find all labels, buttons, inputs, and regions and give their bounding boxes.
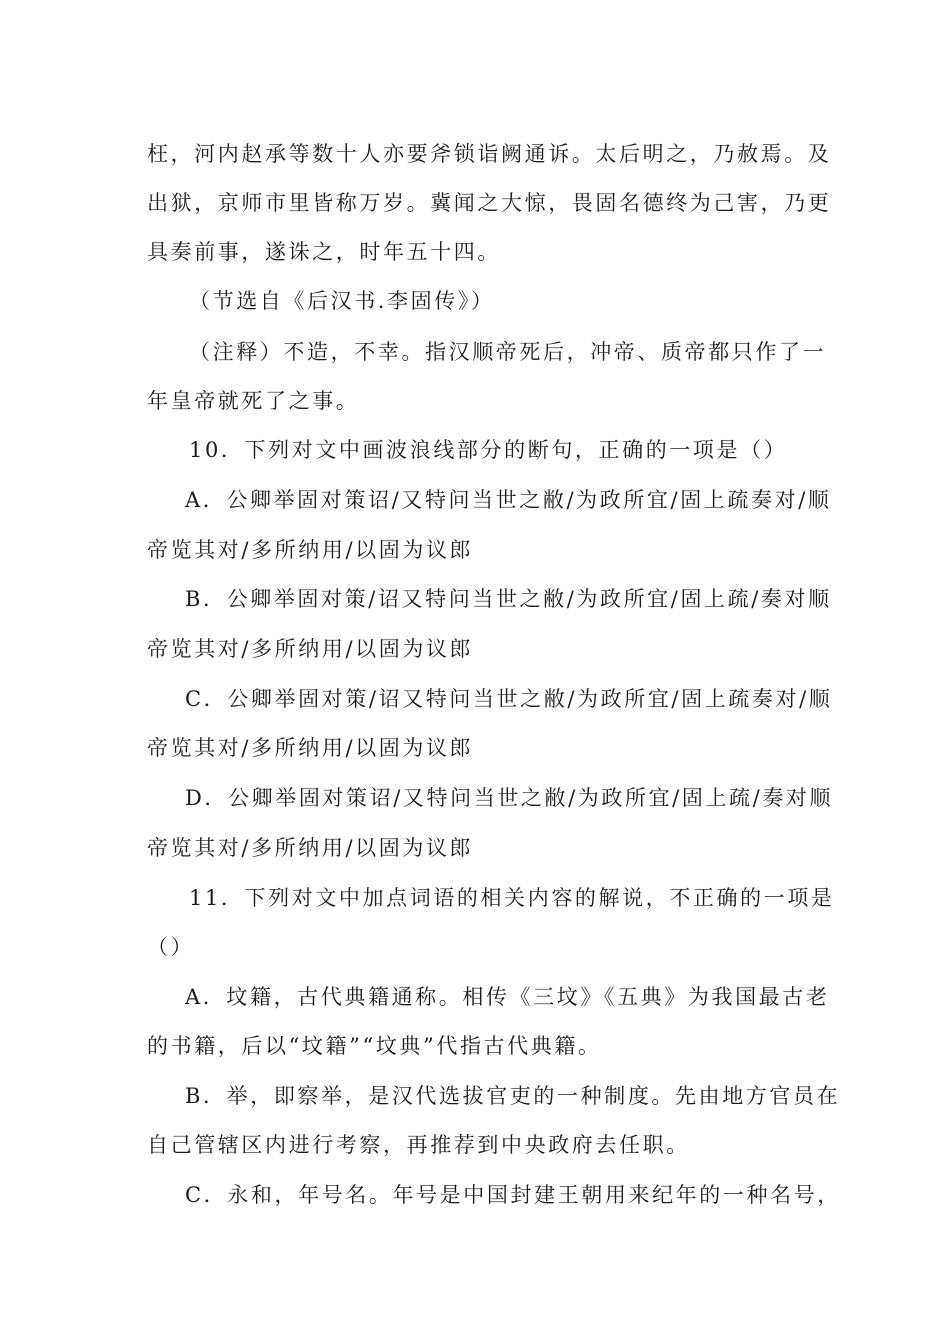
text-line: 年皇帝就死了之事。	[147, 389, 360, 413]
option-b: B．举，即察举，是汉代选拔官吏的一种制度。先由地方官员在	[185, 1084, 841, 1108]
annotation-note: （注释）不造，不幸。指汉顺帝死后，冲帝、质帝都只作了一	[189, 340, 827, 364]
option-a: A．公卿举固对策诏/又特问当世之敝/为政所宜/固上疏奏对/顺	[185, 488, 832, 512]
question-10: 10．下列对文中画波浪线部分的断句，正确的一项是（）	[189, 438, 788, 462]
option-c: C．公卿举固对策/诏又特问当世之敝/为政所宜/固上疏奏对/顺	[185, 687, 833, 711]
text-line: 自己管辖区内进行考察，再推荐到中央政府去任职。	[147, 1133, 690, 1157]
text-line: 具奏前事，遂诛之，时年五十四。	[147, 240, 501, 264]
text-line: 帝览其对/多所纳用/以固为议郎	[147, 736, 474, 760]
text-line: 帝览其对/多所纳用/以固为议郎	[147, 538, 474, 562]
text-line: 帝览其对/多所纳用/以固为议郎	[147, 637, 474, 661]
option-b: B．公卿举固对策/诏又特问当世之敝/为政所宜/固上疏/奏对顺	[185, 587, 832, 611]
option-d: D．公卿举固对策诏/又特问当世之敝/为政所宜/固上疏/奏对顺	[185, 786, 834, 810]
text-line: （）	[147, 935, 195, 959]
question-11: 11．下列对文中加点词语的相关内容的解说，不正确的一项是	[189, 886, 835, 910]
text-line: 帝览其对/多所纳用/以固为议郎	[147, 836, 474, 860]
text-line: 枉，河内赵承等数十人亦要斧锁诣阙通诉。太后明之，乃赦焉。及	[147, 142, 832, 166]
text-line: 出狱，京师市里皆称万岁。冀闻之大惊，畏固名德终为己害，乃更	[147, 191, 832, 215]
text-line: 的书籍，后以“坟籍”“坟典”代指古代典籍。	[147, 1034, 602, 1058]
source-citation: （节选自《后汉书.李固传》）	[189, 289, 495, 313]
option-c: C．永和，年号名。年号是中国封建王朝用来纪年的一种名号，	[185, 1183, 841, 1207]
option-a: A．坟籍，古代典籍通称。相传《三坟》《五典》为我国最古老	[185, 985, 830, 1009]
